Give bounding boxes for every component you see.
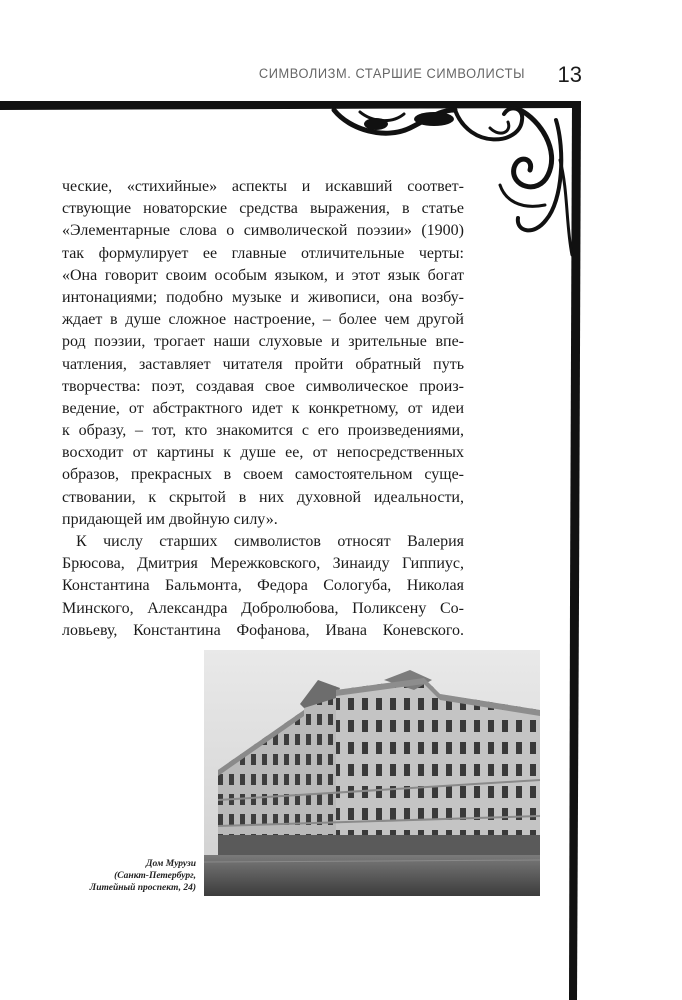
text-line: К числу старших символистов относят Валерия xyxy=(76,533,464,550)
text-line: ждает в душе сложное настроение, – более чем другой xyxy=(62,311,464,329)
paragraph-2 xyxy=(62,531,464,642)
text-line: Константина Бальмонта, Федора Сологуба, Николая xyxy=(62,577,464,595)
text-line: ческие, «стихийные» аспекты и искавший соответ- xyxy=(62,178,464,195)
text-line: ловьеву, Константина Фофанова, Ивана Коневского. xyxy=(62,621,464,639)
text-line: так формулирует ее главные отличительные черты: xyxy=(62,244,464,262)
text-line: «Она говорит своим особым языком, и этот язык богат xyxy=(62,266,464,284)
paragraph-1 xyxy=(62,176,464,531)
building-photo xyxy=(204,650,540,896)
photo-caption xyxy=(62,858,196,894)
text-line: придающей им двойную силу». xyxy=(62,510,278,528)
text-line: интонациями; подобно музыке и живописи, она возбу- xyxy=(62,288,464,306)
text-line: ведение, от абстрактного идет к конкретному, от идеи xyxy=(62,399,464,417)
body-text xyxy=(62,176,464,642)
text-line: к образу, – тот, кто знакомится с его произведениями, xyxy=(62,422,464,440)
caption-line: Дом Мурузи xyxy=(145,859,196,869)
running-title: СИМВОЛИЗМ. СТАРШИЕ СИМВОЛИСТЫ xyxy=(258,66,525,81)
text-line: ствующие новаторские средства выражения, в статье xyxy=(62,200,464,218)
text-line: Минского, Александра Добролюбова, Поликсену Со- xyxy=(62,599,464,617)
text-line: чатления, заставляет читателя пройти обратный путь xyxy=(62,355,464,373)
text-line: Брюсова, Дмитрия Мережковского, Зинаиду Гиппиус, xyxy=(62,555,464,573)
text-line: род поэзии, трогает наши слуховые и зрительные впе- xyxy=(62,333,464,351)
text-line: образов, прекрасных в своем самостоятельном суще- xyxy=(62,466,464,484)
text-line: восходит от картины к душе ее, от непосредственных xyxy=(62,444,464,462)
page-number: 13 xyxy=(557,62,582,87)
caption-line: (Санкт-Петербург, xyxy=(114,871,196,881)
text-line: творчества: поэт, создавая свое символическое произ- xyxy=(62,377,464,395)
caption-line: Литейный проспект, 24) xyxy=(89,883,196,893)
text-line: ствовании, к скрытой в них духовной идеальности, xyxy=(62,488,464,506)
text-line: «Элементарные слова о символической поэзии» (1900) xyxy=(62,222,464,240)
